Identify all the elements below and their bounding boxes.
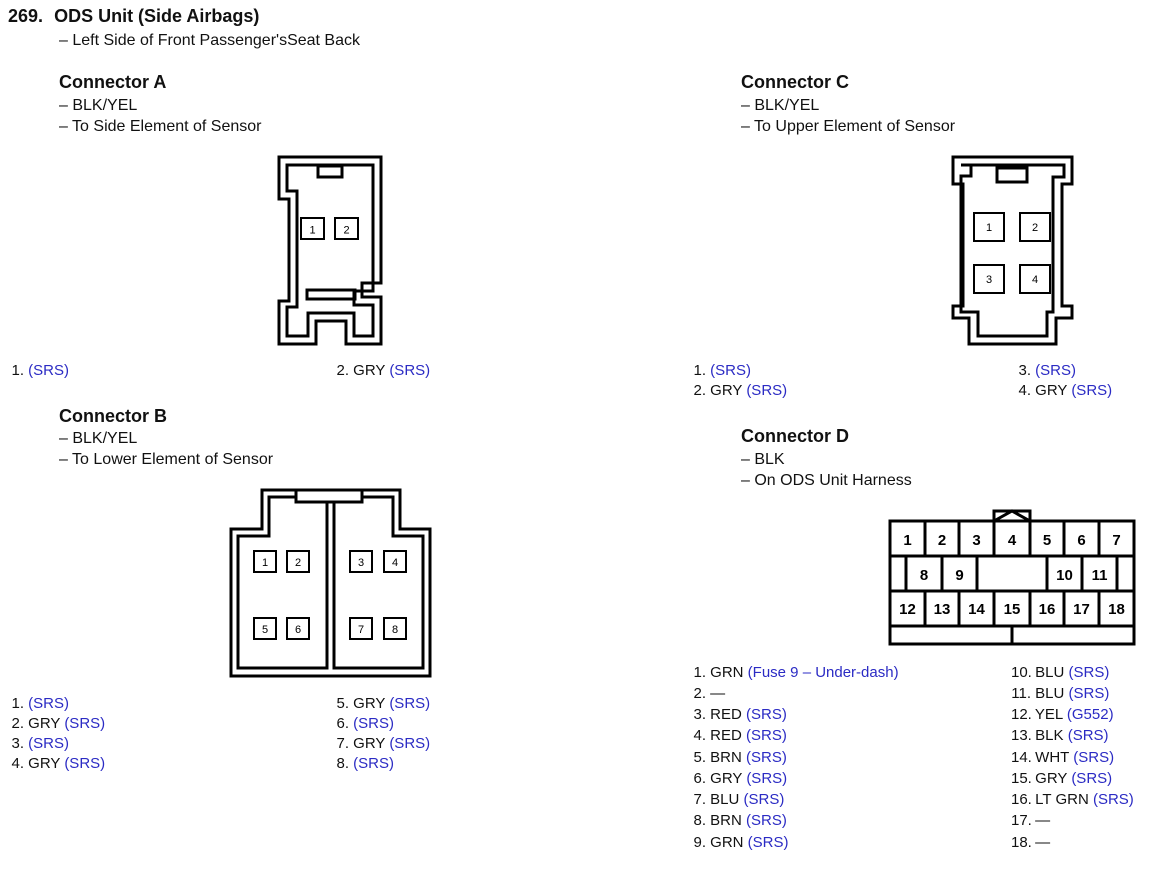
cavity-label: 12: [899, 601, 916, 618]
connector-d-pin-2: 2. —: [693, 685, 726, 702]
connector-d-pin-15: 15. GRY (SRS): [1011, 770, 1113, 787]
connector-b-pin-4: 4. GRY (SRS): [11, 755, 106, 772]
cavity-label: 8: [391, 624, 399, 636]
connector-d-pin-13: 13. BLK (SRS): [1011, 727, 1109, 744]
cavity-label: 2: [294, 557, 302, 569]
connector-d-pin-17: 17. —: [1011, 812, 1051, 829]
component-location: – Left Side of Front Passenger'sSeat Back: [59, 32, 360, 49]
connector-b-color: – BLK/YEL: [59, 430, 138, 447]
cavity-label: 16: [1038, 601, 1056, 618]
pin-link[interactable]: (G552): [1066, 706, 1114, 723]
cavity-label: 3: [985, 274, 993, 286]
cavity-label: 8: [919, 567, 929, 584]
pin-link[interactable]: (SRS): [1092, 791, 1134, 808]
pin-link[interactable]: (SRS): [28, 362, 70, 379]
cavity-label: 1: [903, 532, 912, 549]
pin-link[interactable]: (SRS): [1073, 749, 1115, 766]
connector-d-color: – BLK: [741, 451, 785, 468]
connector-b-pin-7: 7. GRY (SRS): [336, 735, 431, 752]
pin-link[interactable]: (SRS): [746, 812, 787, 829]
connector-c-desc: – To Upper Element of Sensor: [741, 118, 956, 135]
connector-d-pin-12: 12. YEL (G552): [1011, 706, 1114, 723]
pin-link[interactable]: (SRS): [746, 770, 788, 787]
pin-link[interactable]: (SRS): [64, 755, 106, 772]
pin-link[interactable]: (SRS): [710, 362, 752, 379]
pin-link[interactable]: (SRS): [1035, 362, 1077, 379]
connector-d-pin-10: 10. BLU (SRS): [1011, 664, 1110, 681]
connector-b-pin-8: 8. (SRS): [336, 755, 395, 772]
connector-c-pin-4: 4. GRY (SRS): [1018, 382, 1113, 399]
connector-d-pin-14: 14. WHT (SRS): [1011, 749, 1115, 766]
connector-d-pin-18: 18. —: [1011, 834, 1051, 851]
cavity-label: 5: [1042, 532, 1052, 549]
section-number: 269.: [8, 6, 44, 26]
pin-link[interactable]: (SRS): [746, 727, 787, 744]
connector-c-pin-3: 3. (SRS): [1018, 362, 1077, 379]
pin-link[interactable]: (SRS): [389, 695, 431, 712]
cavity-label: 14: [968, 601, 985, 618]
cavity-label: 5: [261, 624, 269, 636]
cavity-label: 4: [1031, 274, 1039, 286]
connector-a-color: – BLK/YEL: [59, 97, 138, 114]
pin-link[interactable]: (SRS): [1071, 770, 1113, 787]
cavity-label: 4: [391, 557, 399, 569]
cavity-label: 18: [1108, 601, 1125, 618]
connector-d-pin-7: 7. BLU (SRS): [693, 791, 785, 808]
connector-d-pin-4: 4. RED (SRS): [693, 727, 787, 744]
pin-link[interactable]: (SRS): [746, 706, 787, 723]
cavity-label: 2: [343, 224, 350, 237]
pin-link[interactable]: (SRS): [389, 362, 431, 379]
connector-b-pin-2: 2. GRY (SRS): [11, 715, 106, 732]
connector-a-pin-2: 2. GRY (SRS): [336, 362, 431, 379]
cavity-label: 4: [1007, 532, 1017, 549]
pin-link[interactable]: (SRS): [64, 715, 106, 732]
pin-link[interactable]: (SRS): [747, 834, 789, 851]
connector-d-pin-11: 11. BLU (SRS): [1011, 685, 1110, 702]
cavity-label: 7: [1112, 532, 1121, 549]
connector-a-desc: – To Side Element of Sensor: [59, 118, 262, 135]
connector-d-pin-6: 6. GRY (SRS): [693, 770, 788, 787]
connector-d-pin-8: 8. BRN (SRS): [693, 812, 787, 829]
connector-c-color: – BLK/YEL: [741, 97, 820, 114]
pin-link[interactable]: (SRS): [353, 755, 395, 772]
cavity-label: 11: [1091, 567, 1108, 584]
connector-d-pin-3: 3. RED (SRS): [693, 706, 787, 723]
connector-b-pin-5: 5. GRY (SRS): [336, 695, 431, 712]
connector-b-pin-6: 6. (SRS): [336, 715, 395, 732]
connector-b-pin-3: 3. (SRS): [11, 735, 70, 752]
cavity-label: 3: [972, 532, 981, 549]
connector-d-pin-9: 9. GRN (SRS): [693, 834, 789, 851]
pin-link[interactable]: (SRS): [746, 749, 787, 766]
connector-b-heading: Connector B: [59, 406, 167, 426]
connector-d-pin-5: 5. BRN (SRS): [693, 749, 787, 766]
cavity-label: 6: [294, 624, 302, 636]
connector-a-pin-1: 1. (SRS): [11, 362, 70, 379]
pin-link[interactable]: (Fuse 9 – Under-dash): [747, 664, 899, 681]
connector-a-heading: Connector A: [59, 72, 167, 92]
cavity-label: 17: [1073, 601, 1090, 618]
cavity-label: 7: [357, 624, 365, 636]
cavity-label: 13: [933, 601, 951, 618]
connector-c-pin-2: 2. GRY (SRS): [693, 382, 788, 399]
pin-link[interactable]: (SRS): [1071, 382, 1113, 399]
pin-link[interactable]: (SRS): [353, 715, 395, 732]
connector-b-pin-1: 1. (SRS): [11, 695, 70, 712]
component-title: ODS Unit (Side Airbags): [54, 6, 260, 26]
connector-c-heading: Connector C: [741, 72, 849, 92]
pin-link[interactable]: (SRS): [28, 735, 70, 752]
pin-link[interactable]: (SRS): [1068, 664, 1110, 681]
pin-link[interactable]: (SRS): [28, 695, 70, 712]
cavity-label: 9: [955, 567, 964, 584]
pin-link[interactable]: (SRS): [746, 382, 788, 399]
connector-d-desc: – On ODS Unit Harness: [741, 472, 912, 489]
pin-link[interactable]: (SRS): [389, 735, 431, 752]
cavity-label: 15: [1003, 601, 1021, 618]
connector-d-heading: Connector D: [741, 426, 849, 446]
cavity-label: 1: [261, 557, 269, 569]
pin-link[interactable]: (SRS): [1067, 727, 1109, 744]
cavity-label: 2: [1031, 222, 1039, 234]
cavity-label: 1: [309, 224, 316, 237]
pin-link[interactable]: (SRS): [743, 791, 785, 808]
cavity-label: 6: [1077, 532, 1086, 549]
connector-b-desc: – To Lower Element of Sensor: [59, 451, 274, 468]
cavity-label: 2: [937, 532, 947, 549]
connector-d-pin-1: 1. GRN (Fuse 9 – Under-dash): [693, 664, 899, 681]
connector-d-pin-16: 16. LT GRN (SRS): [1011, 791, 1134, 808]
pin-link[interactable]: (SRS): [1068, 685, 1110, 702]
connector-c-pin-1: 1. (SRS): [693, 362, 752, 379]
cavity-label: 3: [357, 557, 365, 569]
cavity-label: 1: [985, 222, 993, 234]
cavity-label: 10: [1056, 567, 1073, 584]
